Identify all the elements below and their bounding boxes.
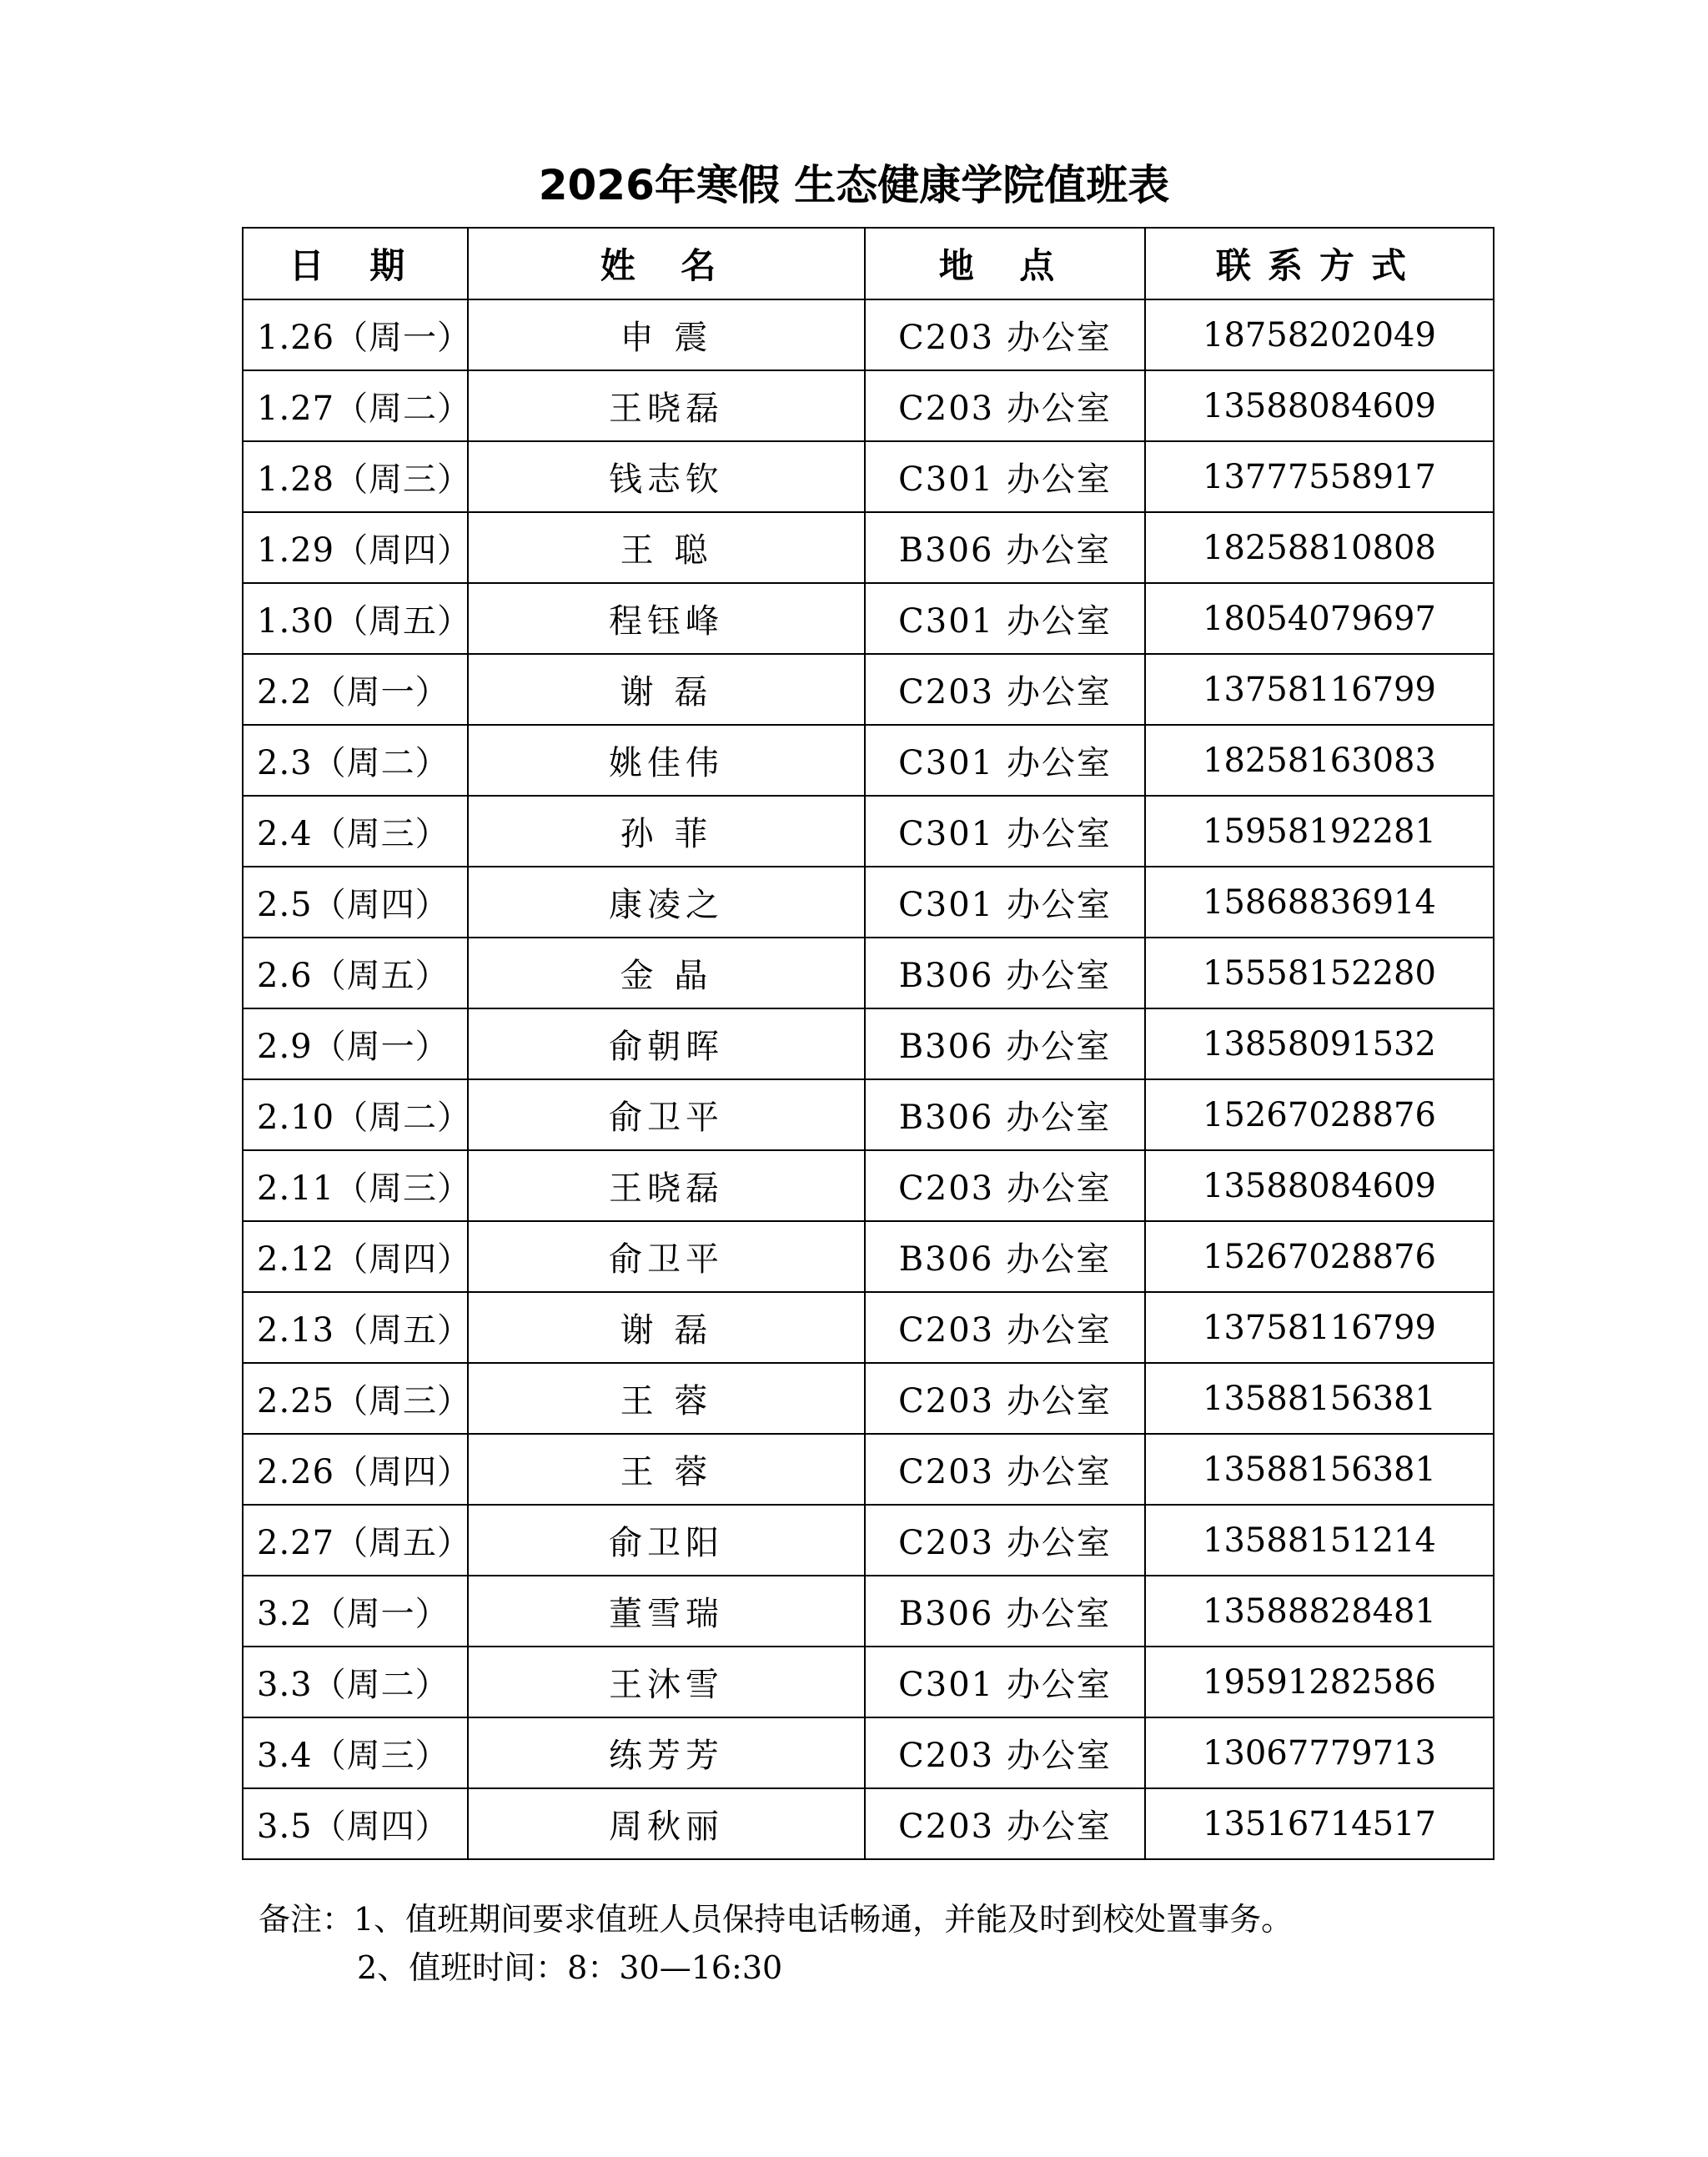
table-row (243, 725, 1494, 796)
cell-phone: 13588156381 (1145, 1434, 1494, 1505)
table-row (243, 654, 1494, 725)
table-row (243, 1150, 1494, 1221)
cell-phone: 15868836914 (1145, 867, 1494, 938)
cell-phone: 13858091532 (1145, 1008, 1494, 1079)
cell-name: 董雪瑞 (468, 1576, 865, 1647)
cell-place: B306 办公室 (865, 1576, 1145, 1647)
table-row (243, 441, 1494, 512)
header-phone: 联系方式 (1145, 228, 1494, 299)
cell-name: 俞卫阳 (468, 1505, 865, 1576)
cell-name: 谢 磊 (468, 654, 865, 725)
table-row (243, 1292, 1494, 1363)
cell-name: 王晓磊 (468, 1150, 865, 1221)
header-date: 日 期 (243, 228, 468, 299)
cell-date: 2.12（周四） (243, 1221, 468, 1292)
cell-date: 2.2（周一） (243, 654, 468, 725)
cell-phone: 13588084609 (1145, 1150, 1494, 1221)
cell-name: 姚佳伟 (468, 725, 865, 796)
cell-name: 金 晶 (468, 938, 865, 1008)
cell-place: C301 办公室 (865, 1647, 1145, 1717)
table-row (243, 1576, 1494, 1647)
table-row (243, 1008, 1494, 1079)
table-row (243, 512, 1494, 583)
cell-place: B306 办公室 (865, 1221, 1145, 1292)
cell-date: 3.5（周四） (243, 1788, 468, 1859)
cell-name: 钱志钦 (468, 441, 865, 512)
cell-date: 3.2（周一） (243, 1576, 468, 1647)
cell-name: 康凌之 (468, 867, 865, 938)
page-title: 2026年寒假 生态健康学院值班表 (538, 161, 1170, 209)
cell-phone: 13758116799 (1145, 1292, 1494, 1363)
cell-date: 2.5（周四） (243, 867, 468, 938)
cell-place: C203 办公室 (865, 654, 1145, 725)
cell-phone: 13588828481 (1145, 1576, 1494, 1647)
duty-schedule-table (242, 227, 1494, 1860)
cell-date: 1.27（周二） (243, 370, 468, 441)
table-row (243, 1079, 1494, 1150)
cell-date: 3.4（周三） (243, 1717, 468, 1788)
cell-name: 王晓磊 (468, 370, 865, 441)
cell-phone: 15267028876 (1145, 1079, 1494, 1150)
cell-place: C203 办公室 (865, 1505, 1145, 1576)
header-place: 地 点 (865, 228, 1145, 299)
cell-name: 王 蓉 (468, 1434, 865, 1505)
cell-date: 1.26（周一） (243, 299, 468, 370)
cell-name: 王 聪 (468, 512, 865, 583)
cell-phone: 13777558917 (1145, 441, 1494, 512)
cell-name: 程钰峰 (468, 583, 865, 654)
cell-date: 3.3（周二） (243, 1647, 468, 1717)
cell-name: 王 蓉 (468, 1363, 865, 1434)
cell-phone: 13067779713 (1145, 1717, 1494, 1788)
cell-place: C203 办公室 (865, 1434, 1145, 1505)
cell-date: 2.11（周三） (243, 1150, 468, 1221)
cell-date: 1.29（周四） (243, 512, 468, 583)
cell-date: 2.9（周一） (243, 1008, 468, 1079)
table-row (243, 583, 1494, 654)
cell-date: 2.13（周五） (243, 1292, 468, 1363)
table-row (243, 1717, 1494, 1788)
cell-place: C301 办公室 (865, 796, 1145, 867)
cell-name: 俞卫平 (468, 1079, 865, 1150)
cell-place: C203 办公室 (865, 299, 1145, 370)
cell-phone: 13588084609 (1145, 370, 1494, 441)
table-row (243, 1363, 1494, 1434)
cell-place: B306 办公室 (865, 1008, 1145, 1079)
note-line-1: 备注：1、值班期间要求值班人员保持电话畅通，并能及时到校处置事务。 (259, 1901, 1294, 1938)
table-row (243, 1221, 1494, 1292)
table-row (243, 1647, 1494, 1717)
cell-date: 2.10（周二） (243, 1079, 468, 1150)
cell-phone: 18054079697 (1145, 583, 1494, 654)
cell-phone: 18258810808 (1145, 512, 1494, 583)
cell-phone: 15267028876 (1145, 1221, 1494, 1292)
table-header-row (243, 228, 1494, 299)
cell-phone: 13758116799 (1145, 654, 1494, 725)
cell-date: 2.25（周三） (243, 1363, 468, 1434)
cell-phone: 15958192281 (1145, 796, 1494, 867)
cell-place: C203 办公室 (865, 1363, 1145, 1434)
cell-name: 俞朝晖 (468, 1008, 865, 1079)
cell-name: 周秋丽 (468, 1788, 865, 1859)
cell-place: C203 办公室 (865, 1150, 1145, 1221)
header-name: 姓 名 (468, 228, 865, 299)
table-row (243, 370, 1494, 441)
table-row (243, 1505, 1494, 1576)
cell-phone: 13588156381 (1145, 1363, 1494, 1434)
table-row (243, 867, 1494, 938)
cell-phone: 18758202049 (1145, 299, 1494, 370)
table-row (243, 1434, 1494, 1505)
table-body (243, 299, 1494, 1859)
table-row (243, 938, 1494, 1008)
cell-place: C203 办公室 (865, 1292, 1145, 1363)
cell-name: 孙 菲 (468, 796, 865, 867)
cell-name: 俞卫平 (468, 1221, 865, 1292)
cell-place: C203 办公室 (865, 1717, 1145, 1788)
cell-name: 练芳芳 (468, 1717, 865, 1788)
cell-place: B306 办公室 (865, 512, 1145, 583)
cell-date: 2.3（周二） (243, 725, 468, 796)
cell-place: B306 办公室 (865, 1079, 1145, 1150)
cell-phone: 18258163083 (1145, 725, 1494, 796)
cell-date: 2.27（周五） (243, 1505, 468, 1576)
cell-name: 申 震 (468, 299, 865, 370)
cell-phone: 15558152280 (1145, 938, 1494, 1008)
cell-place: C301 办公室 (865, 441, 1145, 512)
cell-place: C203 办公室 (865, 1788, 1145, 1859)
cell-place: C203 办公室 (865, 370, 1145, 441)
cell-place: C301 办公室 (865, 583, 1145, 654)
cell-place: C301 办公室 (865, 725, 1145, 796)
table-row (243, 299, 1494, 370)
cell-name: 王沐雪 (468, 1647, 865, 1717)
table-row (243, 1788, 1494, 1859)
cell-date: 2.6（周五） (243, 938, 468, 1008)
cell-name: 谢 磊 (468, 1292, 865, 1363)
cell-phone: 13588151214 (1145, 1505, 1494, 1576)
cell-phone: 19591282586 (1145, 1647, 1494, 1717)
cell-place: B306 办公室 (865, 938, 1145, 1008)
note-line-2: 2、值班时间：8：30—16:30 (357, 1949, 783, 1986)
cell-date: 2.26（周四） (243, 1434, 468, 1505)
notes (259, 1895, 1510, 1992)
cell-date: 2.4（周三） (243, 796, 468, 867)
cell-date: 1.30（周五） (243, 583, 468, 654)
cell-phone: 13516714517 (1145, 1788, 1494, 1859)
cell-date: 1.28（周三） (243, 441, 468, 512)
table-row (243, 796, 1494, 867)
cell-place: C301 办公室 (865, 867, 1145, 938)
